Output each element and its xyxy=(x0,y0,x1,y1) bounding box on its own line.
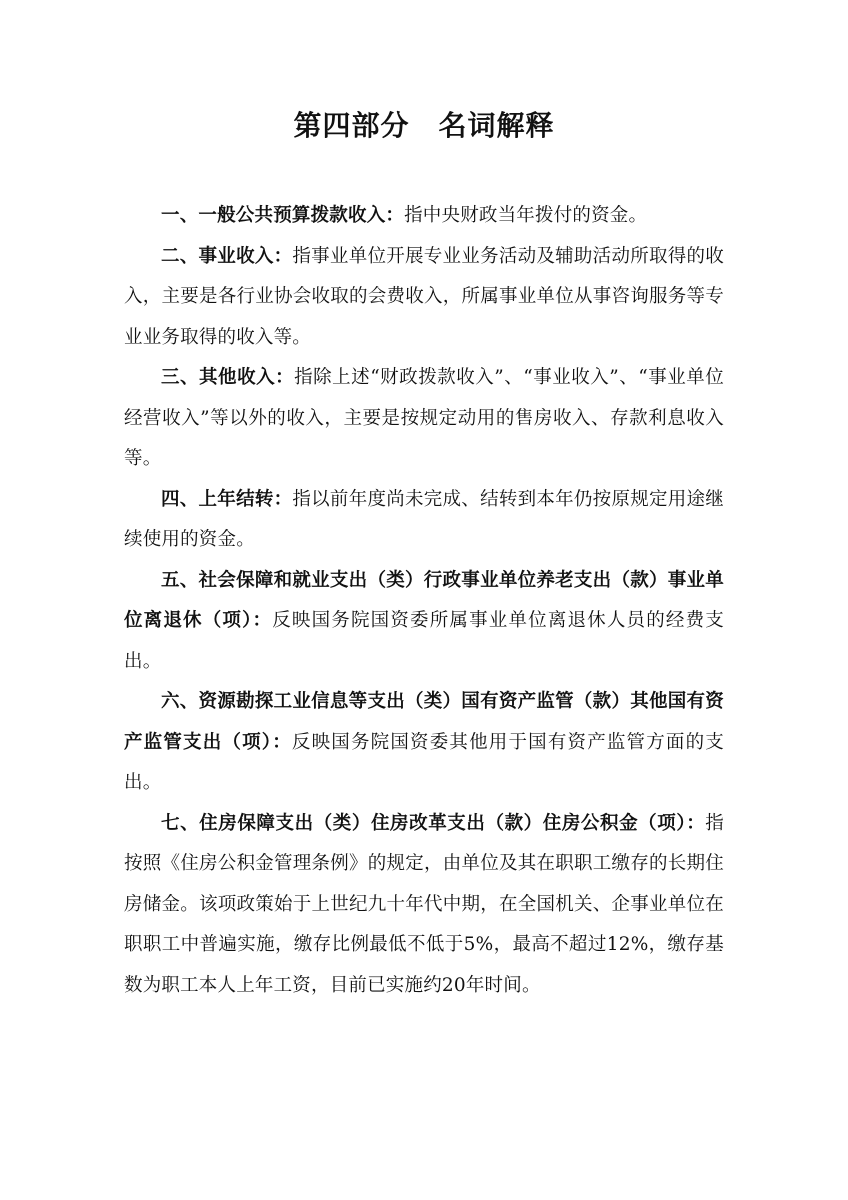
definition-6: 反映国务院国资委其他用于国有资产监管方面的支出。 xyxy=(124,731,724,793)
term-5: 五、社会保障和就业支出（类）行政事业单位养老支出（款）事业单位离退休（项）： xyxy=(124,569,724,631)
paragraph-3 xyxy=(124,358,724,480)
definition-5: 反映国务院国资委所属事业单位离退休人员的经费支出。 xyxy=(124,610,724,672)
paragraph-6 xyxy=(124,682,724,804)
paragraph-1 xyxy=(124,196,724,237)
term-1: 一、一般公共预算拨款收入： xyxy=(161,205,405,226)
definition-2: 指事业单位开展专业业务活动及辅助活动所取得的收入，主要是各行业协会收取的会费收入，所属事业单位从事咨询服务等专业业务取得的收入等。 xyxy=(124,245,724,348)
definition-1: 指中央财政当年拨付的资金。 xyxy=(404,205,648,226)
definition-7: 指按照《住房公积金管理条例》的规定，由单位及其在职职工缴存的长期住房储金。该项政策始于上世纪九十年代中期，在全国机关、企事业单位在职职工中普遍实施，缴存比例最低不低于5%，最高不超过12%，缴存基数为职工本人上年工资，目前已实施约20年时间。 xyxy=(124,812,724,996)
term-6: 六、资源勘探工业信息等支出（类）国有资产监管（款）其他国有资产监管支出（项）： xyxy=(124,691,724,753)
definition-3: 指除上述“财政拨款收入”、“事业收入”、“事业单位经营收入”等以外的收入，主要是按规定动用的售房收入、存款利息收入等。 xyxy=(124,367,725,469)
paragraph-7 xyxy=(124,804,724,1007)
paragraph-5 xyxy=(124,561,724,683)
term-3: 三、其他收入： xyxy=(161,367,295,388)
paragraph-2 xyxy=(124,237,724,359)
term-2: 二、事业收入： xyxy=(161,245,293,267)
definition-4: 指以前年度尚未完成、结转到本年仍按原规定用途继续使用的资金。 xyxy=(124,488,724,550)
document-body xyxy=(124,196,724,1006)
page-title: 第四部分 名词解释 xyxy=(293,109,555,142)
term-7: 七、住房保障支出（类）住房改革支出（款）住房公积金（项）： xyxy=(161,812,706,834)
term-4: 四、上年结转： xyxy=(161,488,293,510)
paragraph-4 xyxy=(124,480,724,561)
